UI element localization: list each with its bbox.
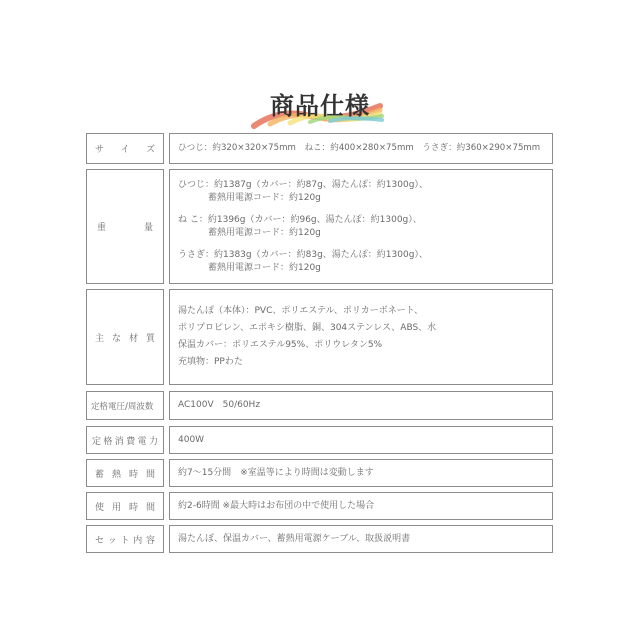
- page-title: 商品仕様: [270, 92, 370, 120]
- spec-label-heating-time: 蓄 熱 時 間: [86, 459, 164, 487]
- spec-row-use-time: [86, 492, 553, 520]
- spec-row-set-contents: [86, 525, 553, 553]
- spec-value-set-contents: 湯たんぽ、保温カバー、蓄熱用電源ケーブル、取扱説明書: [169, 525, 553, 553]
- spec-row-power: [86, 426, 553, 454]
- spec-label-set-contents: セ ッ ト 内 容: [86, 525, 164, 553]
- spec-value-weight: ひつじ：約1387g（カバー：約87g、湯たんぽ：約1300g）、 蓄熱用電源コード：約120g ね こ：約1396g（カバー：約96g、湯たんぽ：約1300g）、 蓄熱用電源コード：約120g うさぎ：約1383g（カバー：約83g、湯たんぽ：約1300g）、 蓄熱用電源コード：約120g: [169, 169, 553, 284]
- spec-row-materials: [86, 289, 553, 385]
- spec-row-size: [86, 133, 553, 164]
- spec-value-materials: 湯たんぽ（本体）：PVC、ポリエステル、ポリカーボネート、 ポリプロピレン、エポキシ樹脂、銅、304ステンレス、ABS、水 保温カバー：ポリエステル95%、ポリウレタン5% 充填物：PPわた: [169, 289, 553, 385]
- spec-row-weight: [86, 169, 553, 284]
- spec-value-power: 400W: [169, 426, 553, 454]
- spec-value-use-time: 約2-6時間 ※最大時はお布団の中で使用した場合: [169, 492, 553, 520]
- spec-label-power: 定 格 消 費 電 力: [86, 426, 164, 454]
- spec-value-heating-time: 約7～15分間 ※室温等により時間は変動します: [169, 459, 553, 487]
- spec-value-size: ひつじ：約320×320×75mm ねこ：約400×280×75mm うさぎ：約360×290×75mm: [169, 133, 553, 164]
- spec-row-voltage: [86, 391, 553, 420]
- spec-label-materials: 主 な 材 質: [86, 289, 164, 385]
- spec-row-heating-time: [86, 459, 553, 487]
- spec-label-size: サ イ ズ: [86, 133, 164, 164]
- spec-label-weight: 重 量: [86, 169, 164, 284]
- spec-label-voltage: 定格電圧/周波数: [86, 391, 164, 420]
- title-area: [0, 78, 640, 138]
- spec-value-voltage: AC100V 50/60Hz: [169, 391, 553, 420]
- spec-label-use-time: 使 用 時 間: [86, 492, 164, 520]
